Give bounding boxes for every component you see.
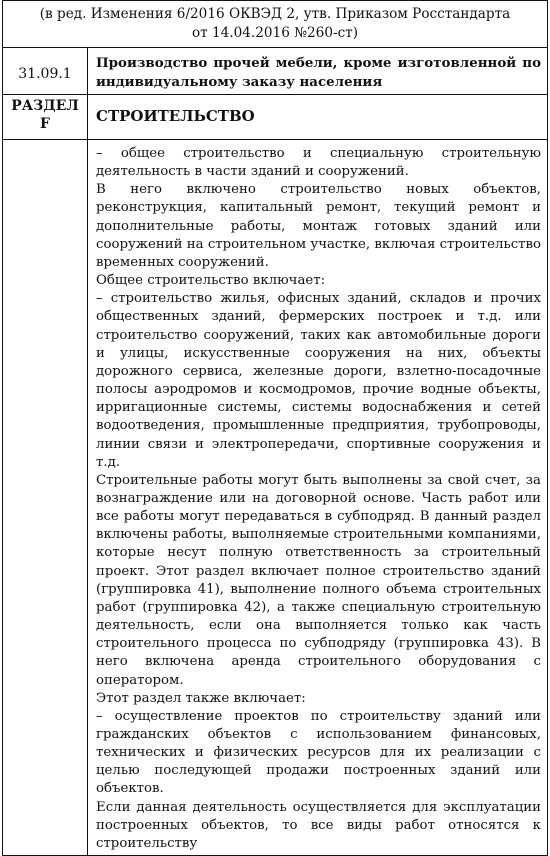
description-paragraph: – общее строительство и специальную строительную деятельность в части зданий и сооружений. <box>96 146 541 180</box>
edit-note <box>3 1 548 48</box>
section-code-line2: F <box>40 116 50 132</box>
entry-row <box>3 48 548 95</box>
description-row <box>3 140 548 856</box>
description-paragraph: Если данная деятельность осуществляется для эксплуатации построенных объектов, то все виды работ относятся к строительству <box>96 799 541 851</box>
edit-note-line2: от 14.04.2016 №260-ст) <box>191 25 359 41</box>
section-description <box>88 140 548 856</box>
okved-table <box>2 0 548 856</box>
section-title: СТРОИТЕЛЬСТВО <box>88 95 548 140</box>
description-paragraph: – строительство жилья, офисных зданий, складов и прочих общественных зданий, фермерских построек и т.д. или строительство сооружений, таких как автомобильные дороги и улицы, искусственные сооружения на них, объекты дорожного сервиса, железные дороги, взлетно-посадочные полосы аэродромов и космодромов, прочие водные объекты, ирригационные системы, системы водоснабжения и сетей водоотведения, промышленные предприятия, трубопроводы, линии связи и электропередачи, спортивные сооружения и т.д. <box>96 291 541 470</box>
description-paragraph: Строительные работы могут быть выполнены за свой счет, за вознаграждение или на договорной основе. Часть работ или все работы могут передаваться в субподряд. В данный раздел включены работы, выполняемые строительными компаниями, которые несут полную ответственность за строительный проект. Этот раздел включает полное строительство зданий (группировка 41), выполнение полного объема строительных работ (группировка 42), а также специальную строительную деятельность, если она выполняется только как часть строительного процесса по субподряду (группировка 43). В него включена аренда строительного оборудования с оператором. <box>96 472 541 688</box>
description-paragraph: В него включено строительство новых объектов, реконструкция, капитальный ремонт, текущий ремонт и дополнительные работы, монтаж готовых зданий или сооружений на строительном участке, включая строительство временных сооружений. <box>96 182 541 270</box>
edit-note-row <box>3 1 548 48</box>
description-paragraph: Этот раздел также включает: <box>96 690 306 706</box>
description-code-cell <box>3 140 88 856</box>
description-paragraph: Общее строительство включает: <box>96 273 326 289</box>
edit-note-line1: (в ред. Изменения 6/2016 ОКВЭД 2, утв. Приказом Росстандарта <box>39 6 511 22</box>
entry-name: Производство прочей мебели, кроме изготовленной по индивидуальному заказу населения <box>88 48 548 95</box>
section-row <box>3 95 548 140</box>
description-paragraph: – осуществление проектов по строительству зданий или гражданских объектов с использованием финансовых, технических и физических ресурсов для их реализации с целью последующей продажи построенных зданий или объектов. <box>96 708 541 797</box>
section-code <box>3 95 88 140</box>
entry-code: 31.09.1 <box>3 48 88 95</box>
section-code-line1: РАЗДЕЛ <box>11 98 79 114</box>
